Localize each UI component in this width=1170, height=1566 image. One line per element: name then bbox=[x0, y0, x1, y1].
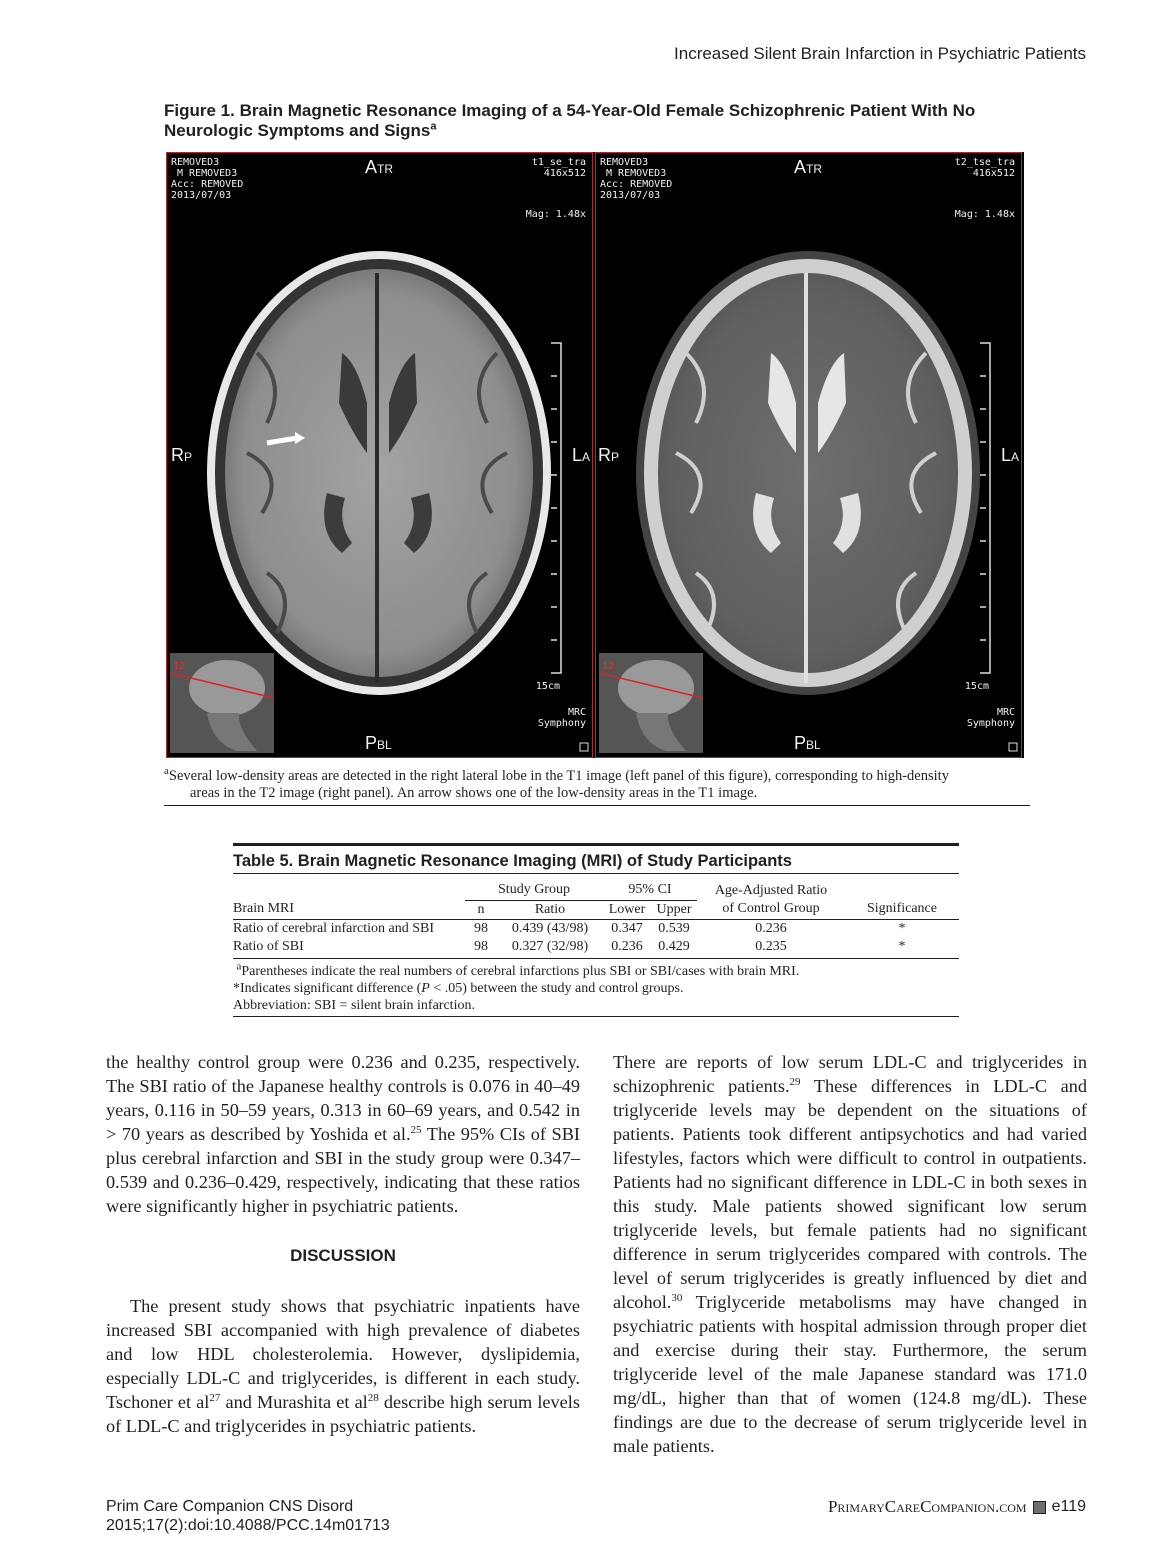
orientation-bottom bbox=[794, 733, 821, 754]
left-p1-text-a: the healthy control group were 0.236 and 0.235, respectively. The SBI ratio of the Japanese healthy controls is 0.076 in 40–49 years, 0.116 in 50–59 years, 0.313 in 60–69 years, and 0.542 in > 70 years as described by Yoshida et al. bbox=[106, 1052, 580, 1144]
footer-doi: 2015;17(2):doi:10.4088/PCC.14m01713 bbox=[106, 1517, 390, 1534]
scanner-label: MRC Symphony bbox=[537, 707, 586, 729]
orientation-left bbox=[171, 445, 192, 466]
group-study: Study Group bbox=[465, 874, 603, 901]
orientation-right-letter: L bbox=[1000, 445, 1011, 465]
orientation-top-sub: TR bbox=[806, 162, 823, 176]
table-column-header bbox=[233, 900, 959, 919]
row-label: Ratio of SBI bbox=[233, 938, 465, 959]
orientation-top bbox=[365, 157, 393, 178]
table-note-abbreviation: Abbreviation: SBI = silent brain infarction. bbox=[233, 997, 475, 1013]
magnification-label: Mag: 1.48x bbox=[525, 209, 586, 220]
orientation-right-letter: L bbox=[571, 445, 582, 465]
sequence-info: t1_se_tra 416x512 bbox=[531, 157, 586, 179]
table-top-rule bbox=[233, 843, 959, 846]
scale-label: 15cm bbox=[535, 681, 560, 692]
figure-footnote bbox=[164, 765, 1030, 806]
table-note-a: $^a$Parentheses indicate the real numbers of cerebral infarctions plus SBI or SBI/cases with brain MRI. bbox=[236, 959, 800, 979]
orientation-left-sub: P bbox=[611, 450, 620, 464]
right-p-text-a: There are reports of low serum LDL-C and triglycerides in schizophrenic patients. bbox=[613, 1052, 1087, 1096]
orientation-right bbox=[572, 445, 590, 466]
left-column bbox=[106, 1050, 580, 1438]
right-p-ref2: 30 bbox=[671, 1291, 683, 1304]
row-lower: 0.347 bbox=[611, 920, 643, 936]
row-control: 0.236 bbox=[755, 920, 787, 936]
table-row bbox=[233, 938, 959, 959]
magnification-label: Mag: 1.48x bbox=[954, 209, 1015, 220]
right-paragraph bbox=[613, 1050, 1087, 1458]
col-lower: Lower bbox=[603, 900, 651, 919]
footnote-text-line1: Several low-density areas are detected in the right lateral lobe in the T1 image (left panel of this figure), corresponding to high-density bbox=[168, 768, 949, 784]
right-p-text-c: Triglyceride metabolisms may have changed in psychiatric patients with hospital admission through proper diet and exercise during their stay. Furthermore, the serum triglyceride level of the male Japanese standard was 171.0 mg/dL, higher than that of women (124.8 mg/dL). These findings are due to the decrease of serum triglyceride level in male patients. bbox=[613, 1292, 1087, 1456]
col-control-group: of Control Group bbox=[697, 900, 845, 919]
row-label: Ratio of cerebral infarction and SBI bbox=[233, 920, 434, 936]
row-ratio: 0.439 (43/98) bbox=[511, 920, 589, 936]
sequence-info: t2_tse_tra 416x512 bbox=[954, 157, 1015, 179]
left-p2-text-c: describe high serum levels of LDL-C and triglycerides in psychiatric patients. bbox=[106, 1392, 580, 1436]
orientation-bottom-letter: P bbox=[365, 733, 378, 753]
col-n: n bbox=[465, 900, 497, 919]
col-significance: Significance bbox=[845, 900, 959, 919]
row-control: 0.235 bbox=[697, 938, 845, 959]
table-row bbox=[233, 919, 959, 938]
orientation-right-sub: A bbox=[581, 450, 590, 464]
orientation-top-letter: A bbox=[794, 157, 807, 177]
table-group-header bbox=[233, 874, 959, 901]
orientation-left-letter: R bbox=[171, 445, 184, 465]
right-p-text-b: These differences in LDL-C and triglyceride levels may be dependent on the situations of patients. Patients took different antipsychotics and had varied lifestyles, factors which were difficult to control in outpatients. Patients had no significant difference in LDL-C in both sexes in this study. Male patients showed significant low serum triglyceride levels, but female patients had no significant difference in serum triglycerides compared with controls. The level of serum triglycerides is greatly influenced by diet and alcohol. bbox=[613, 1076, 1087, 1312]
group-ci: 95% CI bbox=[603, 874, 697, 901]
footer-citation bbox=[106, 1497, 390, 1535]
patient-info: REMOVED3 M REMOVED3 Acc: REMOVED 2013/07/03 bbox=[171, 157, 244, 201]
orientation-bottom-letter: P bbox=[794, 733, 807, 753]
square-icon bbox=[1033, 1501, 1046, 1514]
mri-panel-t1 bbox=[166, 152, 593, 758]
row-n: 98 bbox=[465, 938, 497, 959]
left-paragraph-2 bbox=[106, 1294, 580, 1438]
brain-t2-image bbox=[596, 153, 1022, 758]
col-ratio: Ratio bbox=[497, 900, 603, 919]
orientation-left-letter: R bbox=[598, 445, 611, 465]
figure-caption-text: Figure 1. Brain Magnetic Resonance Imaging of a 54-Year-Old Female Schizophrenic Patient With No Neurologic Symptoms and Signs bbox=[164, 101, 976, 140]
row-n: 98 bbox=[474, 920, 488, 936]
table-note-significance bbox=[233, 980, 959, 997]
left-paragraph-1 bbox=[106, 1050, 580, 1218]
orientation-left-sub: P bbox=[184, 450, 193, 464]
brain-t1-image bbox=[167, 153, 593, 758]
table-note-sig-pre: *Indicates significant difference ( bbox=[233, 980, 422, 996]
left-p2-text-a: The present study shows that psychiatric inpatients have increased SBI accompanied with high prevalence of diabetes and low HDL cholesterolemia. However, dyslipidemia, especially LDL-C and triglycerides, is different in each study. Tschoner et al bbox=[106, 1296, 580, 1412]
row-lower: 0.236 bbox=[603, 938, 651, 959]
right-column bbox=[613, 1050, 1087, 1458]
table-note-sig-p: P bbox=[421, 980, 430, 996]
mri-panel-t2 bbox=[595, 152, 1022, 758]
col-brain-mri: Brain MRI bbox=[233, 900, 465, 919]
orientation-bottom-sub: BL bbox=[377, 738, 392, 752]
figure-footnote-line1 bbox=[164, 765, 1030, 785]
table-note-sig-post: < .05) between the study and control groups. bbox=[429, 980, 684, 996]
left-p2-ref2: 28 bbox=[367, 1391, 379, 1404]
row-ratio: 0.327 (32/98) bbox=[497, 938, 603, 959]
table-5 bbox=[233, 843, 959, 1017]
table-note-a-text: Parentheses indicate the real numbers of cerebral infarctions plus SBI or SBI/cases with brain MRI. bbox=[241, 963, 800, 979]
col-upper: Upper bbox=[651, 900, 697, 919]
left-p2-ref1: 27 bbox=[209, 1391, 221, 1404]
row-upper: 0.429 bbox=[651, 938, 697, 959]
orientation-bottom-sub: BL bbox=[806, 738, 821, 752]
patient-info: REMOVED3 M REMOVED3 Acc: REMOVED 2013/07/03 bbox=[600, 157, 673, 201]
table-notes bbox=[233, 959, 959, 1017]
discussion-heading: DISCUSSION bbox=[290, 1246, 396, 1265]
slice-number: 12 bbox=[173, 661, 186, 672]
scanner-label: MRC Symphony bbox=[966, 707, 1015, 729]
orientation-top bbox=[794, 157, 822, 178]
footer-page bbox=[828, 1497, 1086, 1517]
row-upper: 0.539 bbox=[658, 920, 690, 936]
left-p2-text-b: and Murashita et al bbox=[220, 1392, 368, 1412]
figure-footnote-line2: areas in the T2 image (right panel). An arrow shows one of the low-density areas in the T1 image. bbox=[190, 785, 758, 801]
footer-journal: Prim Care Companion CNS Disord bbox=[106, 1498, 354, 1515]
running-head: Increased Silent Brain Infarction in Psychiatric Patients bbox=[674, 44, 1086, 63]
left-p1-ref: 25 bbox=[410, 1123, 422, 1136]
group-age-adjusted: Age-Adjusted Ratio bbox=[714, 883, 828, 898]
orientation-right-sub: A bbox=[1010, 450, 1019, 464]
left-p1-text-b: The 95% CIs of SBI plus cerebral infarction and SBI in the study group were 0.347–0.539 and 0.236–0.429, respectively, indicating that these ratios were significantly higher in psychiatric patients. bbox=[106, 1124, 580, 1216]
orientation-right bbox=[1001, 445, 1019, 466]
figure-caption bbox=[164, 101, 1034, 141]
figure-caption-sup: a bbox=[430, 120, 437, 133]
mri-figure bbox=[166, 152, 1024, 758]
row-significance: * bbox=[845, 938, 959, 959]
orientation-top-letter: A bbox=[365, 157, 378, 177]
right-p-ref1: 29 bbox=[789, 1075, 801, 1088]
slice-number: 12 bbox=[602, 661, 615, 672]
orientation-left bbox=[598, 445, 619, 466]
footer-site: PrimaryCareCompanion.com bbox=[827, 1497, 1027, 1516]
footnote-marker: a bbox=[164, 765, 169, 778]
footer-page-number: e119 bbox=[1051, 1498, 1086, 1515]
table-title: Table 5. Brain Magnetic Resonance Imaging (MRI) of Study Participants bbox=[233, 852, 792, 870]
orientation-top-sub: TR bbox=[377, 162, 394, 176]
orientation-bottom bbox=[365, 733, 392, 754]
mri-table bbox=[233, 873, 959, 959]
scale-label: 15cm bbox=[964, 681, 989, 692]
row-significance: * bbox=[898, 920, 906, 936]
